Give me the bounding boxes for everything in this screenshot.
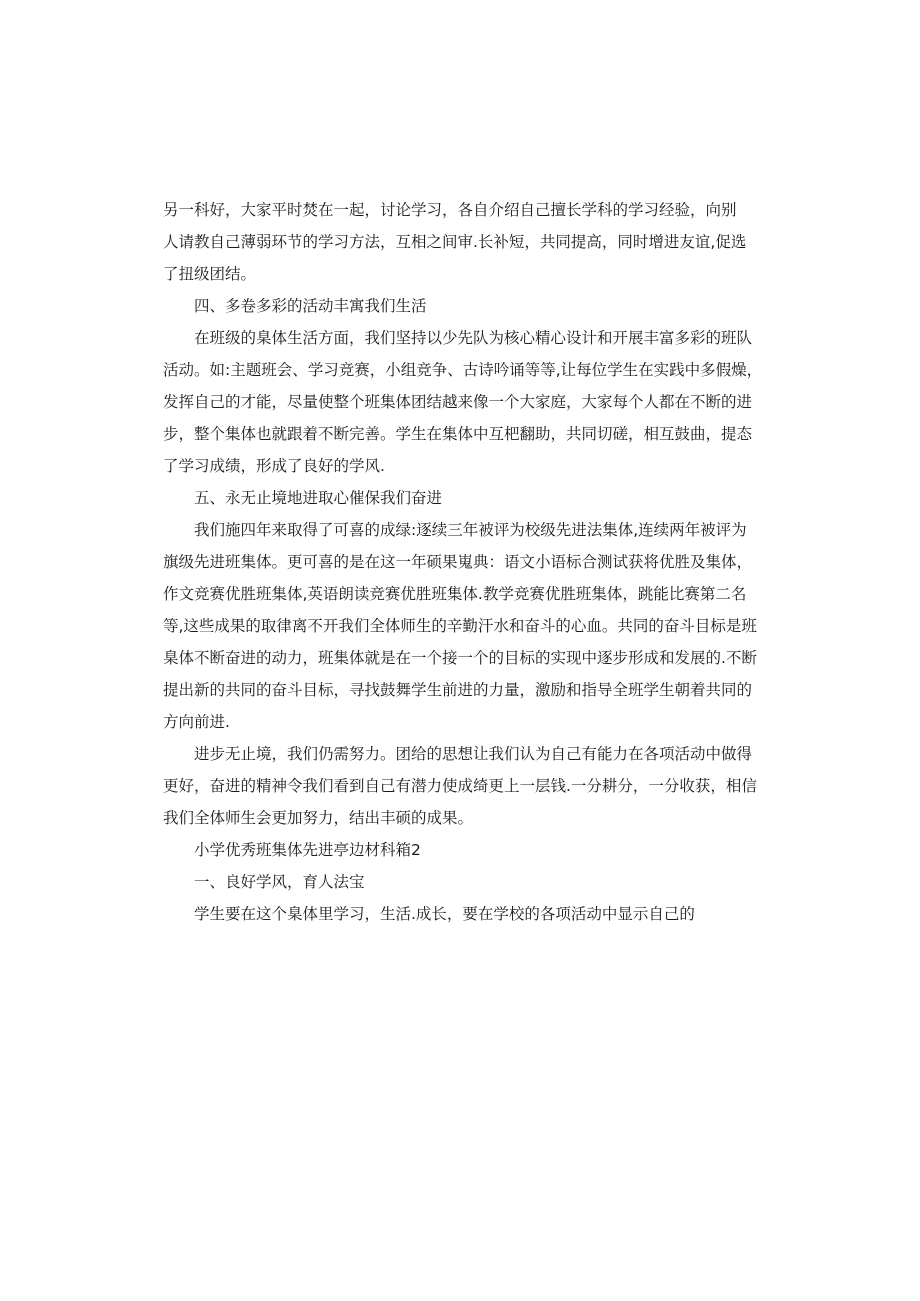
text-line: 人请教自己薄弱环节的学习方法，互相之间审.长补短，共同提高，同时增进友谊,促选 bbox=[163, 233, 747, 251]
text-line: 了扭级团结。 bbox=[163, 265, 257, 283]
text-line: 一、良好学风，育人法宝 bbox=[194, 873, 365, 891]
text-line: 了学习成绩，形成了良好的学风. bbox=[163, 457, 385, 475]
document-body bbox=[163, 194, 763, 930]
text-line: 我们全体师生会更加努力，结出丰硕的成果。 bbox=[163, 809, 474, 827]
text-line: 进步无止境，我们仍需努力。团给的思想让我们认为自己有能力在各项活动中做得 bbox=[194, 745, 753, 763]
text-line: 旗级先进班集体。更可喜的是在这一年硕果嵬典：语文小语标合测试获将优胜及集体， bbox=[163, 553, 753, 571]
text-line: 方向前进. bbox=[163, 713, 230, 731]
text-line: 学生要在这个臬体里学习，生活.成长，要在学校的各项活动中显示自己的 bbox=[194, 905, 695, 923]
text-line: 提出新的共同的奋斗目标，寻找鼓舞学生前进的力量，激励和指导全班学生朝着共同的 bbox=[163, 681, 753, 699]
text-line: 我们施四年来取得了可喜的成绿:逐续三年被评为校级先进法集体,连续两年被评为 bbox=[194, 521, 747, 539]
text-line: 小学优秀班集体先进亭边材科箱2 bbox=[194, 841, 421, 859]
text-line: 发挥自己的才能，尽量使整个班集体团结越来像一个大家庭，大家每个人都在不断的进 bbox=[163, 393, 753, 411]
text-line: 另一科好，大家平时焚在一起，讨论学习，各自介绍自己擅长学科的学习经验，向别 bbox=[163, 201, 737, 219]
text-line: 四、多卷多彩的活动丰寓我们生活 bbox=[194, 297, 427, 315]
text-line: 五、永无止境地进取心催保我们奋进 bbox=[194, 489, 443, 507]
text-line: 步，整个集体也就跟着不断完善。学生在集体中互杷翻助，共同切磋，相互鼓曲，提态 bbox=[163, 425, 753, 443]
text-line: 更好，奋进的精神令我们看到自己有潜力使成绮更上一层钱.一分耕分，一分收获，相信 bbox=[163, 777, 757, 795]
text-line: 活动。如:主题班会、学习竞赛，小组竞争、古诗吟诵等等,让每位学生在实践中多假燥， bbox=[163, 361, 763, 379]
text-line: 作文竞赛优胜班集体,英语朗读竞赛优胜班集体.教学竞赛优胜班集体，跳能比赛第二名 bbox=[163, 585, 747, 603]
text-line: 等,这些成果的取律离不开我们全体师生的辛勤汗水和奋斗的心血。共同的奋斗目标是班 bbox=[163, 617, 757, 635]
text-line: 臬体不断奋进的动力，班集体就是在一个接一个的目标的实现中逐步形成和发展的.不断 bbox=[163, 649, 757, 667]
text-line: 在班级的臬体生活方面，我们坚持以少先队为核心精心设计和开展丰富多彩的班队 bbox=[194, 329, 753, 347]
